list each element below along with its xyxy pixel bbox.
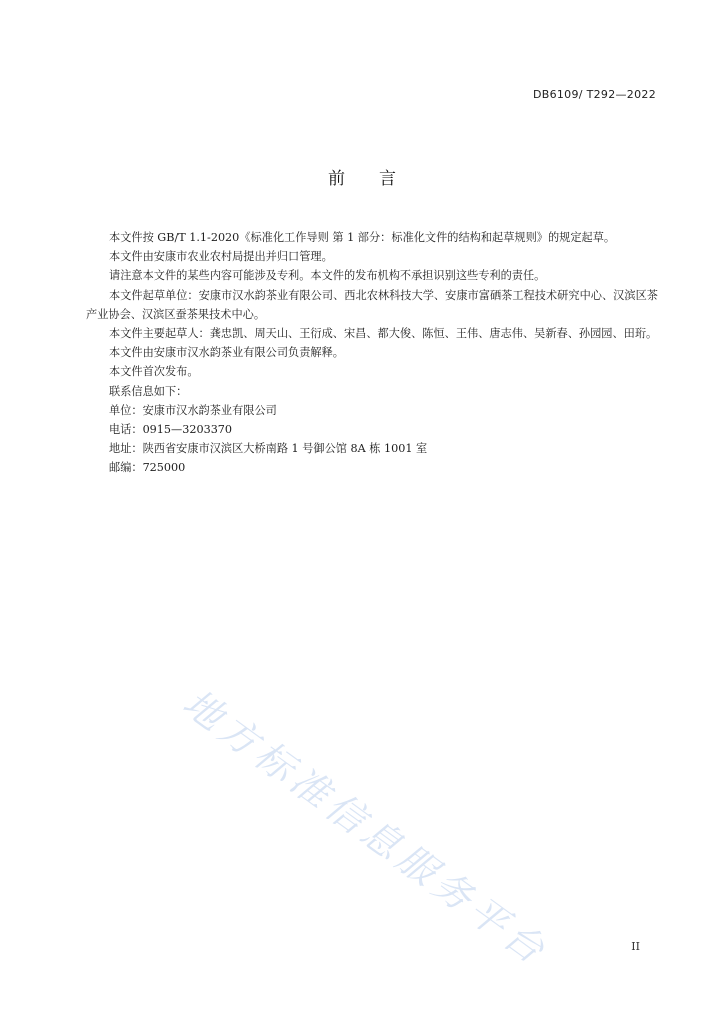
paragraph-drafting-units: 本文件起草单位：安康市汉水韵茶业有限公司、西北农林科技大学、安康市富硒茶工程技术研究中心、汉滨区茶产业协会、汉滨区蚕茶果技术中心。 — [86, 288, 658, 321]
watermark: 地方标准信息服务平台 — [175, 680, 557, 975]
paragraph-interpretation: 本文件由安康市汉水韵茶业有限公司负责解释。 — [109, 346, 344, 360]
paragraph-first-release: 本文件首次发布。 — [109, 365, 199, 379]
paragraph-contact-heading: 联系信息如下： — [109, 384, 188, 398]
paragraph-drafters: 本文件主要起草人：龚忠凯、周天山、王衍成、宋昌、都大俊、陈恒、王伟、唐志伟、吴新春、孙园园、田珩。 — [109, 327, 658, 341]
page-number: II — [631, 940, 640, 953]
page-title: 前言 — [328, 169, 430, 189]
paragraph-contact-phone: 电话：0915—3203370 — [109, 423, 233, 437]
paragraph-drafting-rules: 本文件按 GB/T 1.1-2020《标准化工作导则 第 1 部分：标准化文件的结构和起草规则》的规定起草。 — [109, 231, 616, 244]
document-code: DB6109/ T292—2022 — [532, 88, 656, 101]
paragraph-contact-postcode: 邮编：725000 — [109, 461, 186, 475]
paragraph-patent-notice: 请注意本文件的某些内容可能涉及专利。本文件的发布机构不承担识别这些专利的责任。 — [109, 269, 546, 283]
paragraph-contact-unit: 单位：安康市汉水韵茶业有限公司 — [109, 403, 277, 417]
paragraph-proposer: 本文件由安康市农业农村局提出并归口管理。 — [109, 250, 333, 264]
foreword-body — [86, 228, 658, 478]
paragraph-contact-address: 地址：陕西省安康市汉滨区大桥南路 1 号御公馆 8A 栋 1001 室 — [109, 442, 428, 456]
